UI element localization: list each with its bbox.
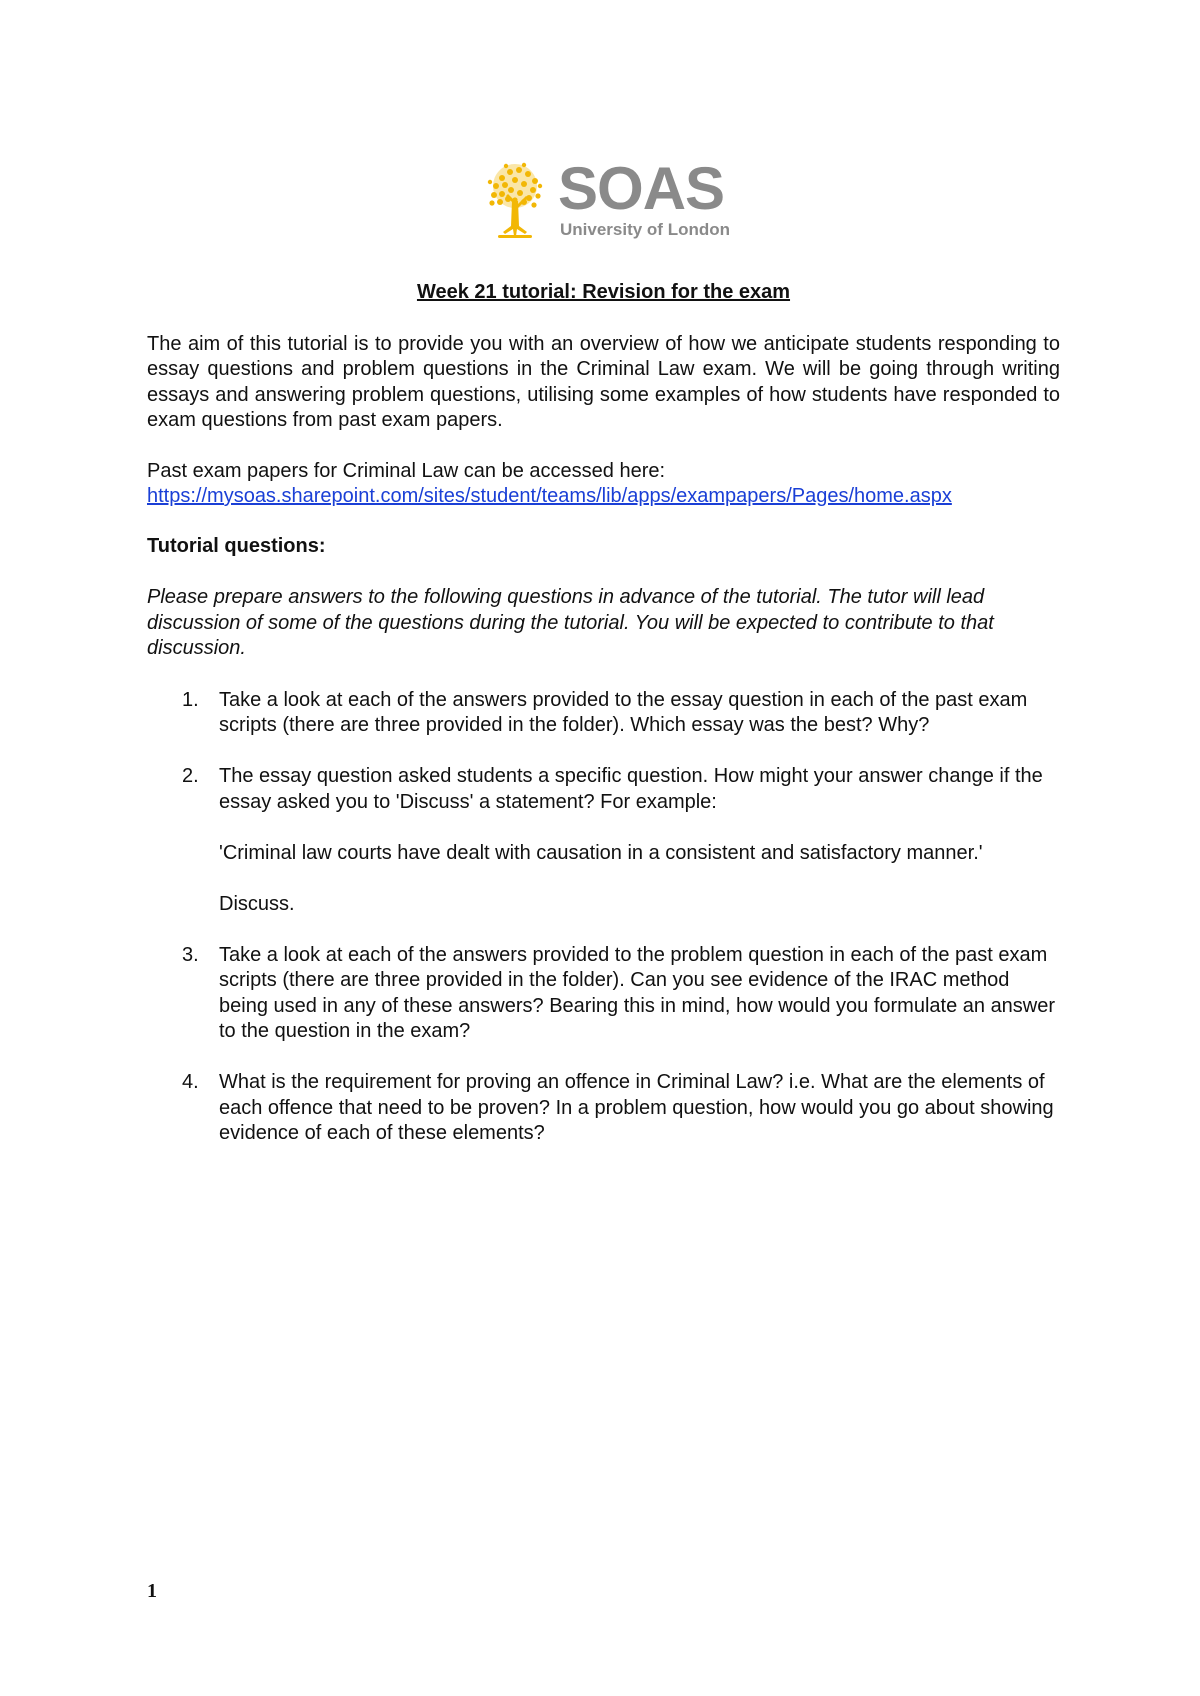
- question-item: [147, 1070, 1060, 1147]
- question-item: [147, 943, 1060, 1045]
- intro-paragraph: The aim of this tutorial is to provide you with an overview of how we anticipate students responding to essay questions and problem questions in the Criminal Law exam. We will be going through writing essays and answering problem questions, utilising some examples of how students have responded to exam questions from past exam papers.: [147, 332, 1060, 431]
- question-item: [147, 764, 1060, 917]
- question-text: Take a look at each of the answers provided to the essay question in each of the past exam scripts (there are three provided in the folder). Which essay was the best? Why?: [219, 688, 1028, 736]
- question-number: 4.: [182, 1071, 199, 1093]
- question-text: What is the requirement for proving an offence in Criminal Law? i.e. What are the elements of each offence that need to be proven? In a problem question, how would you go about showing evidence of each of these elements?: [219, 1071, 1054, 1144]
- quoted-statement: 'Criminal law courts have dealt with causation in a consistent and satisfactory manner.': [219, 841, 983, 864]
- past-papers-text: Past exam papers for Criminal Law can be accessed here:: [147, 459, 666, 482]
- question-instruction: Discuss.: [219, 892, 295, 915]
- tree-icon: [472, 156, 558, 242]
- document-body: [147, 280, 1060, 1172]
- logo-wordmark: SOAS: [558, 155, 725, 222]
- section-heading: Tutorial questions:: [147, 534, 326, 557]
- questions-list: [147, 688, 1060, 1147]
- document-title: Week 21 tutorial: Revision for the exam: [416, 281, 791, 303]
- question-number: 2.: [182, 765, 199, 787]
- question-number: 3.: [182, 943, 199, 966]
- question-text: The essay question asked students a specific question. How might your answer change if the essay asked you to 'Discuss' a statement? For example:: [219, 765, 1043, 813]
- question-item: [147, 688, 1060, 739]
- logo-subtitle: University of London: [560, 220, 730, 239]
- instructions-paragraph: Please prepare answers to the following questions in advance of the tutorial. The tutor will lead discussion of some of the questions during the tutorial. You will be expected to contribute to that discussion.: [147, 586, 994, 659]
- page-number: 1: [147, 1580, 157, 1602]
- soas-logo: [472, 156, 742, 246]
- past-papers-link[interactable]: https://mysoas.sharepoint.com/sites/student/teams/lib/apps/exampapers/Pages/home.aspx: [147, 485, 952, 507]
- question-text: Take a look at each of the answers provided to the problem question in each of the past exam scripts (there are three provided in the folder). Can you see evidence of the IRAC method being used in any of these answers? Bearing this in mind, how would you formulate an answer to the question in the exam?: [219, 943, 1056, 1042]
- question-number: 1.: [182, 688, 199, 711]
